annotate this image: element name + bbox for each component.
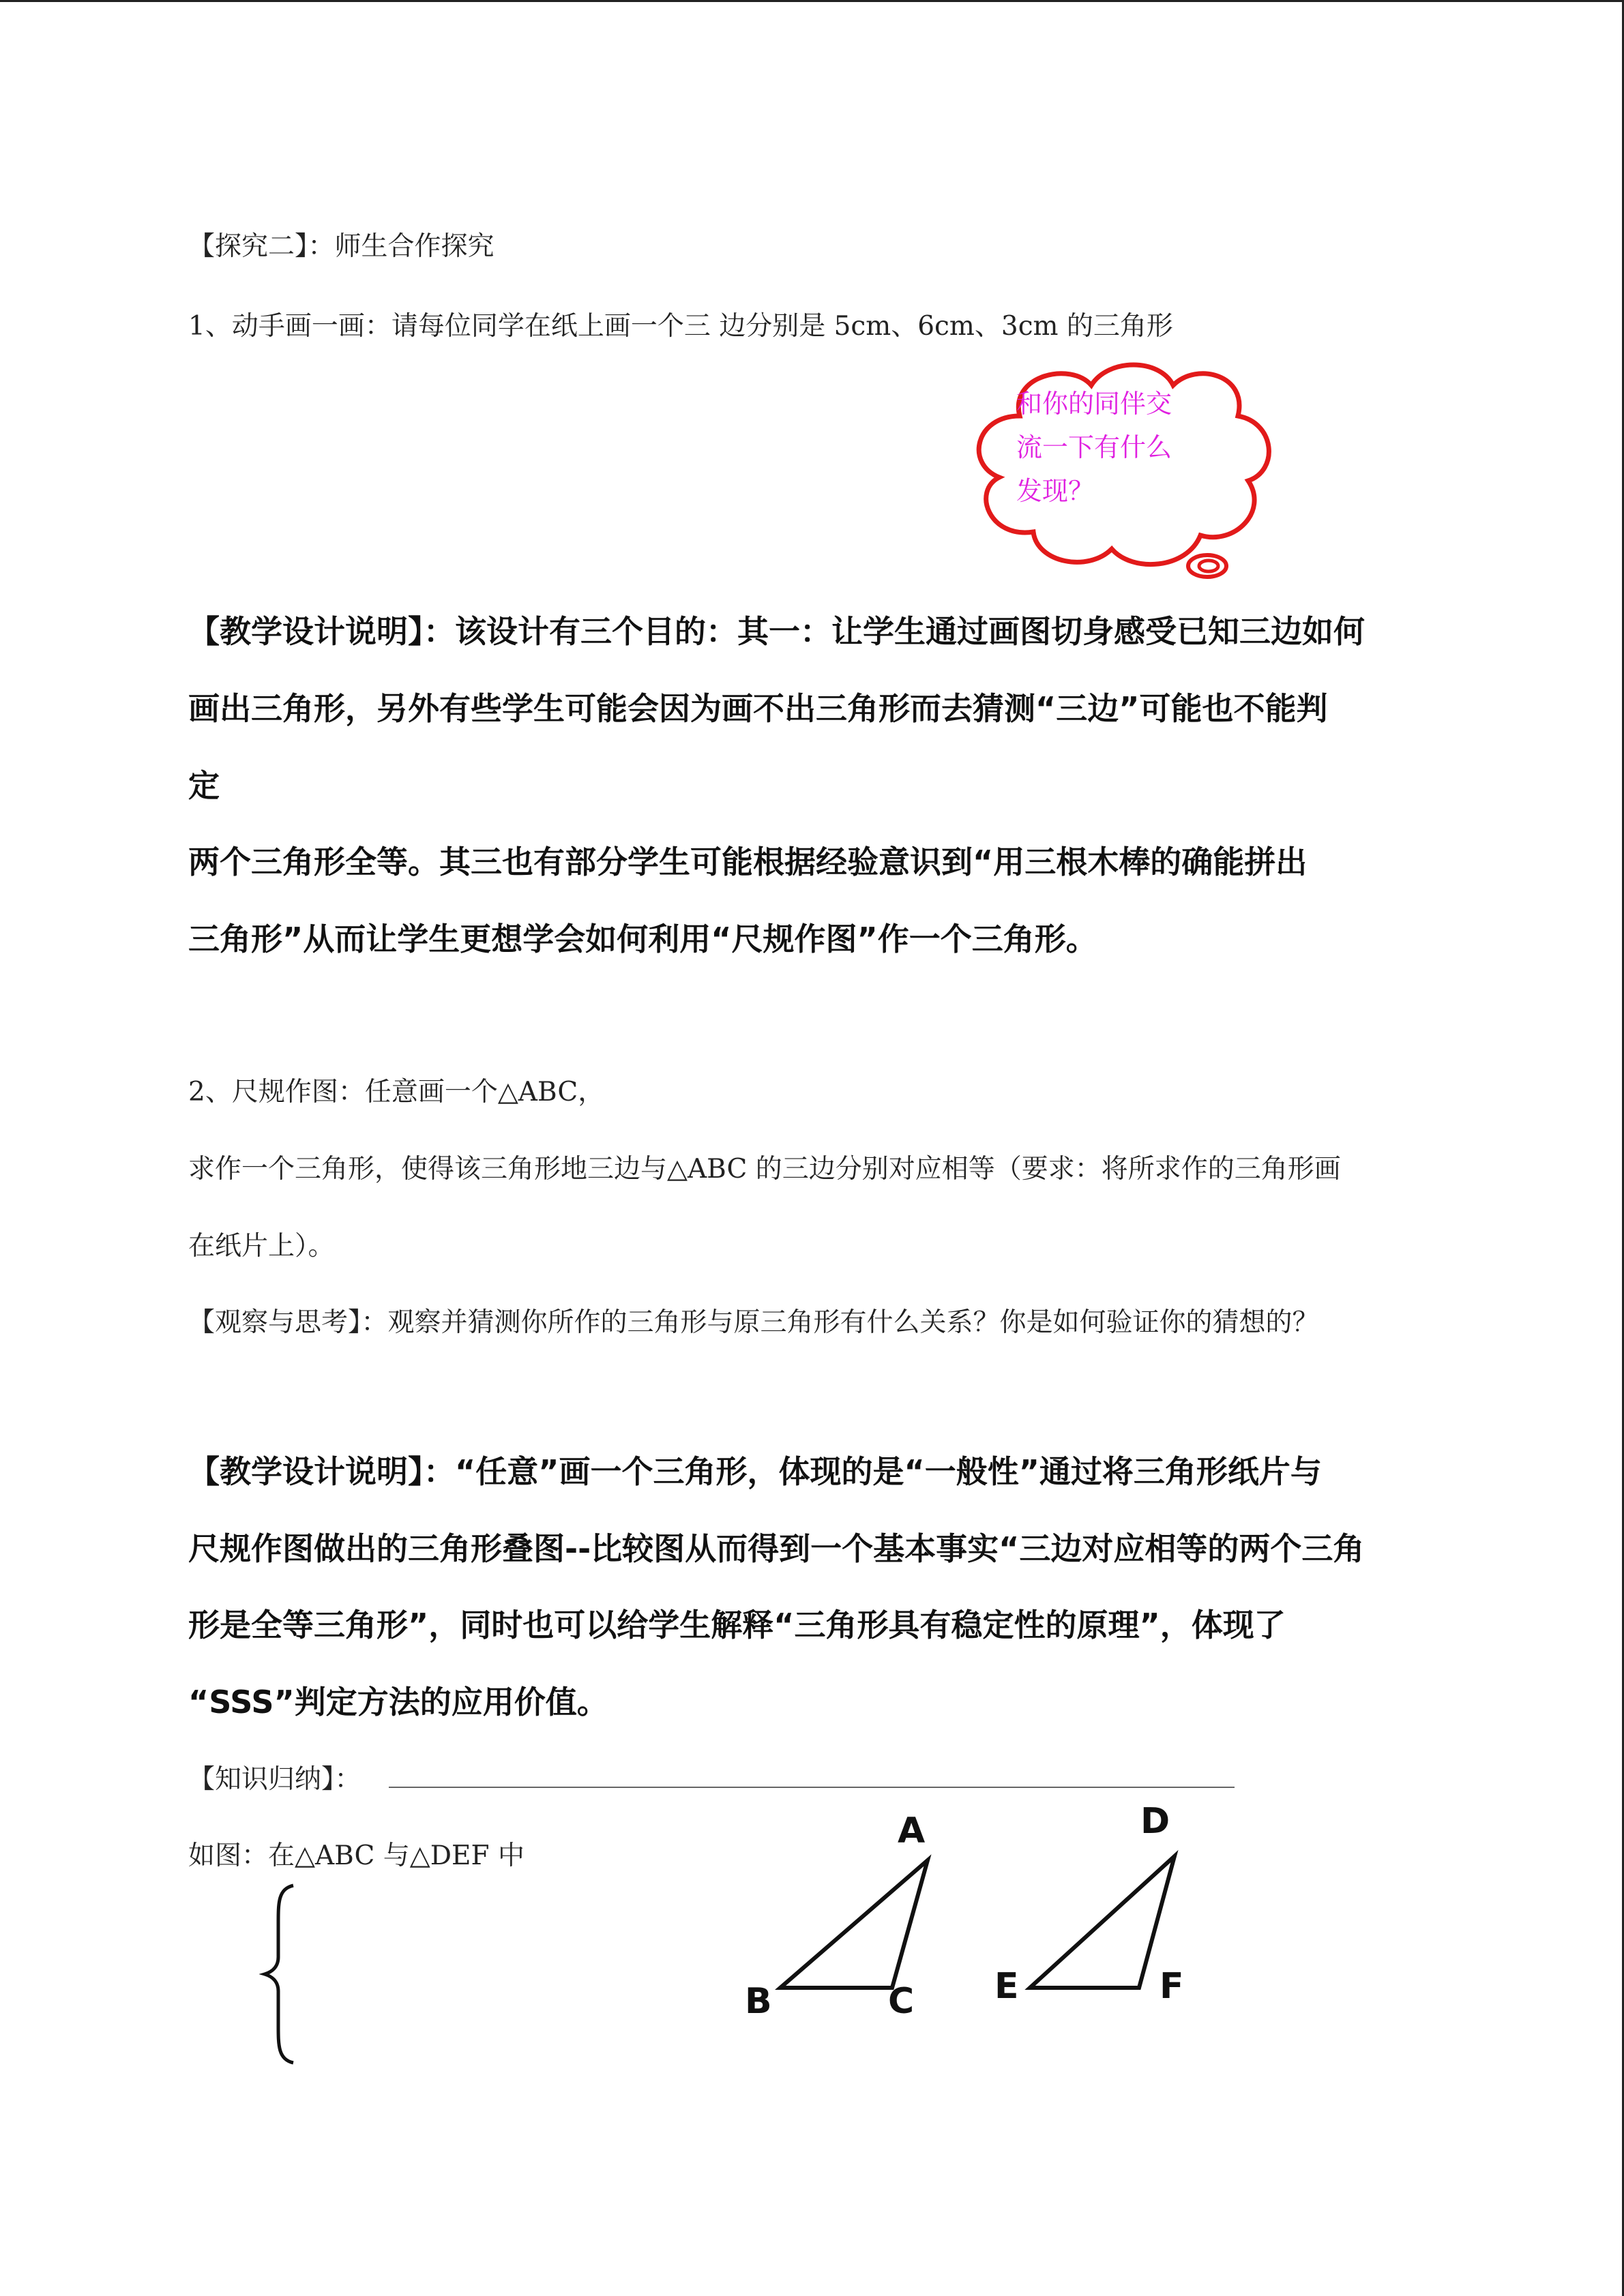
thought-cloud-text: 和你的同伴交 流一下有什么 发现？ <box>1016 389 1172 506</box>
design1-line5: 三角形”从而让学生更想学会如何利用“尺规作图”作一个三角形。 <box>188 921 1097 957</box>
label-f: F <box>1160 1966 1184 2007</box>
label-d: D <box>1140 1801 1170 1842</box>
design1-line2: 画出三角形，另外有些学生可能会因为画不出三角形而去猜测“三边”可能也不能判 <box>188 690 1328 727</box>
page-top-border <box>0 0 1624 2</box>
design1-line1: 【教学设计说明】：该设计有三个目的：其一：让学生通过画图切身感受已知三边如何 <box>188 613 1365 650</box>
summary-blank-line <box>389 1787 1235 1788</box>
design2-line2: 尺规作图做出的三角形叠图--比较图从而得到一个基本事实“三边对应相等的两个三角 <box>188 1530 1365 1567</box>
task2-line2: 求作一个三角形，使得该三角形地三边与△ABC 的三边分别对应相等（要求：将所求作的三角形画 <box>188 1154 1341 1184</box>
design2-line1: 【教学设计说明】：“任意”画一个三角形，体现的是“一般性”通过将三角形纸片与 <box>188 1453 1322 1490</box>
design2-line4: “SSS”判定方法的应用价值。 <box>188 1684 608 1720</box>
label-e: E <box>994 1966 1019 2007</box>
figure-caption: 如图：在△ABC 与△DEF 中 <box>188 1840 525 1871</box>
triangles-figure <box>723 1793 1214 2025</box>
observe-text: 【观察与思考】：观察并猜测你所作的三角形与原三角形有什么关系？你是如何验证你的猜想的？ <box>188 1307 1319 1338</box>
task2-line3: 在纸片上）。 <box>188 1231 335 1262</box>
explore2-title: 【探究二】：师生合作探究 <box>188 231 494 262</box>
design2-line3: 形是全等三角形”，同时也可以给学生解释“三角形具有稳定性的原理”，体现了 <box>188 1607 1286 1643</box>
left-brace <box>259 1882 307 2066</box>
label-c: C <box>888 1981 915 2022</box>
task1-text: 1、动手画一画：请每位同学在纸上画一个三 边分别是 5cm、6cm、3cm 的三角形 <box>188 311 1173 342</box>
triangle-abc <box>780 1860 928 1988</box>
design1-line4: 两个三角形全等。其三也有部分学生可能根据经验意识到“用三根木棒的确能拼出 <box>188 844 1308 880</box>
triangle-def <box>1030 1856 1175 1988</box>
label-b: B <box>745 1981 772 2022</box>
task2-line1: 2、尺规作图：任意画一个△ABC， <box>188 1077 605 1107</box>
design1-line3: 定 <box>188 767 220 804</box>
summary-label: 【知识归纳】： <box>188 1764 361 1795</box>
label-a: A <box>898 1810 926 1851</box>
